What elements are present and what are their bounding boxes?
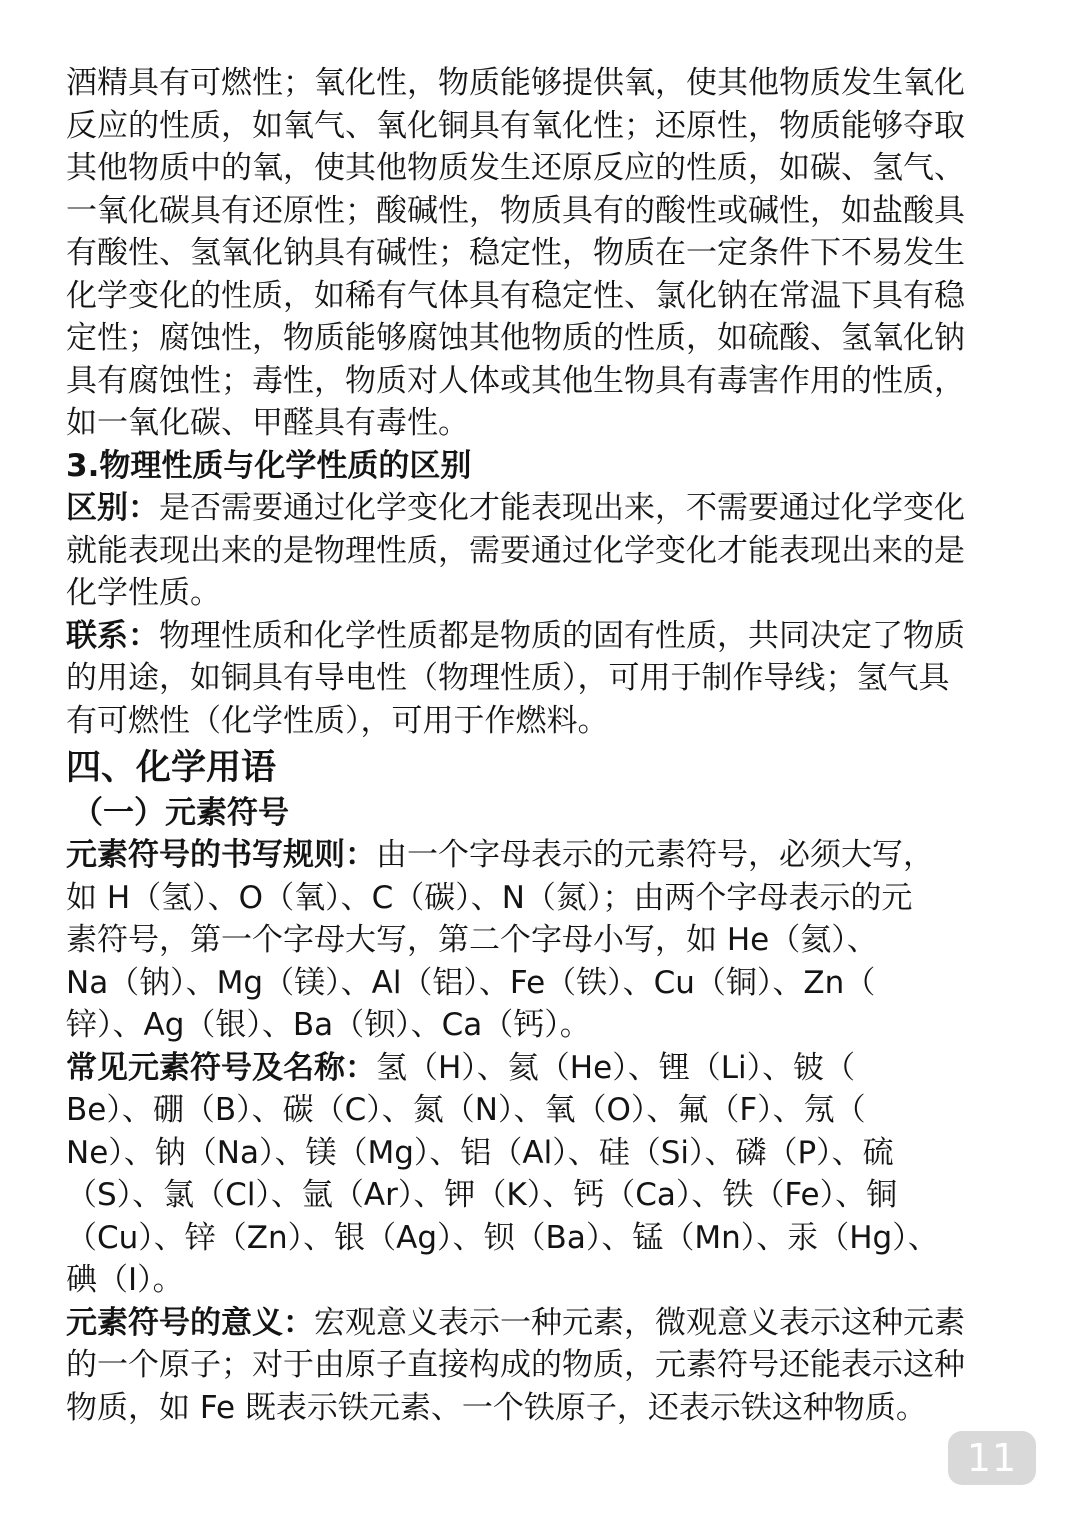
difference-text: 是否需要通过化学变化才能表现出来，不需要通过化学变化 bbox=[159, 490, 965, 526]
connection-paragraph bbox=[66, 615, 1014, 743]
text-line: 的一个原子；对于由原子直接构成的物质，元素符号还能表示这种 bbox=[66, 1347, 965, 1383]
page-number: 11 bbox=[948, 1431, 1036, 1485]
text-line bbox=[66, 487, 1014, 530]
text-line: 物质，如 Fe 既表示铁元素、一个铁原子，还表示铁这种物质。 bbox=[66, 1389, 927, 1426]
text-line: 酒精具有可燃性；氧化性，物质能够提供氧，使其他物质发生氧化 bbox=[66, 65, 965, 101]
text-line: 定性；腐蚀性，物质能够腐蚀其他物质的性质，如硫酸、氢氧化钠 bbox=[66, 320, 965, 356]
meaning-text: 宏观意义表示一种元素，微观意义表示这种元素 bbox=[314, 1304, 965, 1341]
text-line: （Cu）、锌（Zn）、银（Ag）、钡（Ba）、锰（Mn）、汞（Hg）、 bbox=[66, 1219, 939, 1256]
text-line: 如一氧化碳、甲醛具有毒性。 bbox=[66, 405, 469, 441]
meaning-label: 元素符号的意义： bbox=[66, 1304, 314, 1341]
text-line: 反应的性质，如氧气、氧化铜具有氧化性；还原性，物质能够夺取 bbox=[66, 107, 965, 144]
text-line: Na（钠）、Mg（镁）、Al（铝）、Fe（铁）、Cu（铜）、Zn（ bbox=[66, 964, 876, 1001]
text-line: 的用途，如铜具有导电性（物理性质），可用于制作导线；氢气具 bbox=[66, 660, 950, 696]
text-line: 素符号，第一个字母大写，第二个字母小写，如 He（氦）、 bbox=[66, 922, 878, 958]
writing-rules-text: 由一个字母表示的元素符号，必须大写， bbox=[376, 837, 934, 873]
text-line: 化学性质。 bbox=[66, 575, 221, 611]
section-4-heading: 四、化学用语 bbox=[66, 748, 277, 788]
section-3-heading: 3.物理性质与化学性质的区别 bbox=[66, 447, 472, 484]
text-line: 有可燃性（化学性质），可用于作燃料。 bbox=[66, 702, 609, 739]
common-symbols-text: 氢（H）、氦（He）、锂（Li）、铍（ bbox=[376, 1049, 856, 1086]
common-symbols-paragraph bbox=[66, 1047, 1014, 1302]
text-line: 就能表现出来的是物理性质，需要通过化学变化才能表现出来的是 bbox=[66, 532, 965, 569]
text-line bbox=[66, 1047, 1014, 1090]
meaning-paragraph bbox=[66, 1302, 1014, 1430]
text-line: 一氧化碳具有还原性；酸碱性，物质具有的酸性或碱性，如盐酸具 bbox=[66, 192, 965, 229]
element-symbols-subheading: （一）元素符号 bbox=[72, 795, 289, 831]
page-content bbox=[66, 62, 1014, 1429]
text-line bbox=[66, 615, 1014, 658]
text-line: 具有腐蚀性；毒性，物质对人体或其他生物具有毒害作用的性质， bbox=[66, 362, 965, 399]
text-line: Be）、硼（B）、碳（C）、氮（N）、氧（O）、氟（F）、氖（ bbox=[66, 1092, 866, 1128]
text-line: 如 H（氢）、O（氧）、C（碳）、N（氮）；由两个字母表示的元 bbox=[66, 879, 913, 916]
text-line: 有酸性、氢氧化钠具有碱性；稳定性，物质在一定条件下不易发生 bbox=[66, 235, 965, 271]
difference-paragraph bbox=[66, 487, 1014, 615]
text-line: 锌）、Ag（银）、Ba（钡）、Ca（钙）。 bbox=[66, 1007, 591, 1043]
text-line: 其他物质中的氧，使其他物质发生还原反应的性质，如碳、氢气、 bbox=[66, 150, 965, 186]
connection-text: 物理性质和化学性质都是物质的固有性质，共同决定了物质 bbox=[159, 617, 965, 654]
text-line bbox=[66, 834, 1014, 877]
common-symbols-label: 常见元素符号及名称： bbox=[66, 1049, 376, 1086]
chemical-properties-paragraph bbox=[66, 62, 1014, 445]
text-line: Ne）、钠（Na）、镁（Mg）、铝（Al）、硅（Si）、磷（P）、硫 bbox=[66, 1134, 894, 1171]
text-line: （S）、氯（Cl）、氩（Ar）、钾（K）、钙（Ca）、铁（Fe）、铜 bbox=[66, 1177, 898, 1213]
text-line bbox=[66, 1302, 1014, 1345]
connection-label: 联系： bbox=[66, 617, 159, 654]
difference-label: 区别： bbox=[66, 490, 159, 526]
text-line: 化学变化的性质，如稀有气体具有稳定性、氯化钠在常温下具有稳 bbox=[66, 277, 965, 314]
text-line: 碘（I）。 bbox=[66, 1262, 184, 1298]
writing-rules-paragraph bbox=[66, 834, 1014, 1047]
writing-rules-label: 元素符号的书写规则： bbox=[66, 837, 376, 873]
